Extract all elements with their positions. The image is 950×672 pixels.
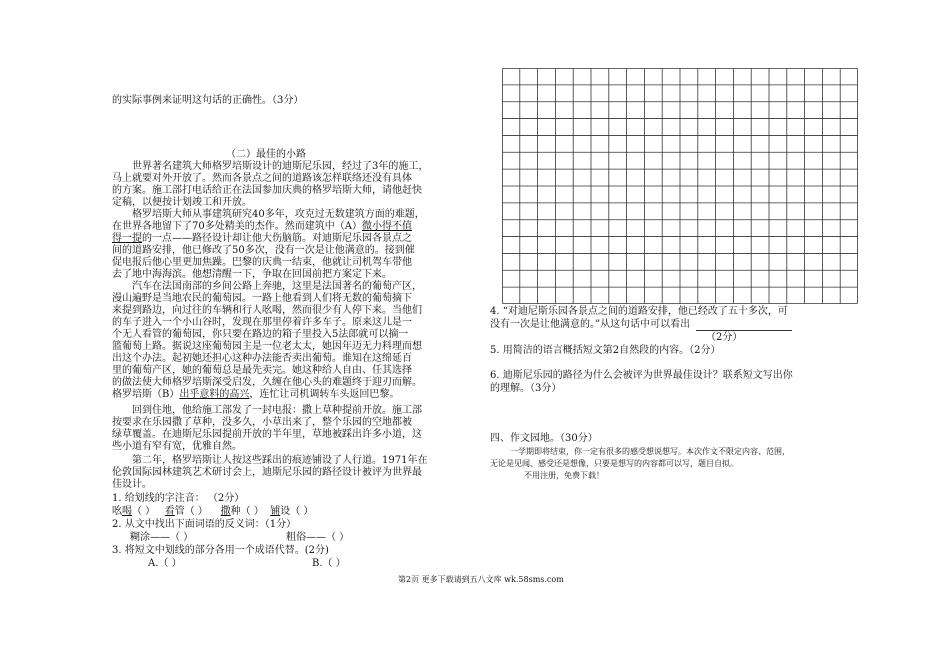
para2-line6: 去了地中海海滨。他想清醒一下，争取在回国前把方案定下来。 [112, 269, 392, 280]
q1-word2-char1: 看 [164, 506, 175, 517]
underlined-phrase-a: 微小得不值 [361, 221, 412, 232]
question-4-line2-text: 没有一次是让他满意的。”从这句话中可以看出 [490, 319, 691, 330]
q1-word4-char2: 设 [280, 506, 291, 517]
para4-line3: 绿草覆盖。在迪斯尼乐园提前开放的半年里，草地被踩出许多小道，这 [112, 429, 422, 440]
para3-line4: 的车子进入一个小山谷时，发现在那里停着许多车子。原来这儿是一 [112, 317, 412, 328]
para1-line3: 的方案。施工部打电话给正在法国参加庆典的格罗培斯大师，请他赶快 [112, 185, 422, 196]
question-2-title: 2. 从文中找出下面词语的反义词：（1分） [112, 519, 297, 530]
para3-line6: 篮葡萄上路。据说这座葡萄园主是一位老太太，她因年迈无力料理而想 [112, 341, 422, 352]
para3-line3: 来提到路边，向过往的车辆和行人吆喝，然而很少有人停下来。当他们 [112, 305, 422, 316]
writing-grid-lines [502, 68, 858, 304]
para3-line1: 汽车在法国南部的乡间公路上奔驰，这里是法国著名的葡萄产区， [132, 281, 422, 292]
q1-word1-char2: 喝 [122, 506, 132, 517]
para2-line1: 格罗培斯大师从事建筑研究40多年，攻克过无数建筑方面的难题， [132, 209, 425, 220]
para3-line7: 出这个办法。起初她还担心这种办法能否卖出葡萄。谁知在这绵延百 [112, 353, 412, 364]
q1-blank4[interactable]: （ ） [290, 506, 314, 517]
question-4-line1: 4. “对迪尼斯乐园各景点之间的道路安排，他已经改了五十多次，可 [490, 306, 788, 317]
question-6-line1: 6. 迪斯尼乐园的路径为什么会被评为世界最佳设计？联系短文写出你 [490, 370, 793, 381]
para3-line10-a: 格罗培斯（B） [112, 389, 180, 400]
para2-line3-text: 的一点——路径设计却让他大伤脑筋。对迪斯尼乐园各景点之 [142, 233, 412, 244]
para2-line2-text: 在世界各地留下了70多处精美的杰作。然而建筑中（A） [112, 221, 362, 232]
para3-line8: 里的葡萄产区，她的葡萄总是最先卖完。她这种给人自由、任其选择 [112, 365, 412, 376]
question-4-answer-blank[interactable] [696, 320, 792, 331]
para3-line10 [112, 388, 399, 401]
section-title: （二）最佳的小路 [226, 149, 306, 160]
question-4-line2 [490, 318, 792, 331]
question-4-score: （2分） [706, 332, 743, 343]
underlined-phrase-b: 出乎意料的高兴 [179, 389, 250, 400]
question-3-item-b[interactable]: B.（ ） [312, 558, 346, 569]
para2-line4: 间的道路安排，他已修改了50多次，没有一次是让他满意的。接到催 [112, 245, 415, 256]
question-3-title: 3. 将短文中划线的部分各用一个成语代替。(2分) [112, 545, 329, 556]
q1-word3-char1: 撒 [220, 506, 231, 517]
para1-line4: 定稿，以便按计划竣工和开放。 [112, 197, 252, 208]
q1-word4-char1: 铺 [270, 506, 281, 517]
para5-line2: 伦敦国际园林建筑艺术研讨会上，迪斯尼乐园的路径设计被评为世界最 [112, 467, 422, 478]
para2-line5: 促电报后他心里更加焦躁。巴黎的庆典一结束，他就让司机驾车带他 [112, 257, 412, 268]
question-1-items [112, 505, 313, 518]
q1-word2-char2: 管 [174, 506, 185, 517]
composition-line2: 无论是见闻、感受还是想像，只要是想写的内容都可以写，题目自拟。 [490, 459, 738, 468]
q1-blank3[interactable]: （ ） [240, 506, 264, 517]
underlined-phrase-a-cont: 得一提 [112, 233, 142, 244]
para3-line9: 的做法使大师格罗培斯深受启发，久缠在他心头的难题终于迎刃而解。 [112, 377, 422, 388]
q1-word3-char2: 种 [230, 506, 241, 517]
writing-grid[interactable] [502, 68, 858, 304]
q1-blank1[interactable]: （ ） [132, 506, 156, 517]
q1-word1-char1: 吆 [112, 506, 122, 517]
q1-blank2[interactable]: （ ） [184, 506, 208, 517]
intro-tail: 的实际事例来证明这句话的正确性。（3分） [112, 95, 304, 106]
question-2-item-a[interactable]: 糊涂——（ ） [130, 532, 194, 543]
question-2-item-b[interactable]: 粗俗——（ ） [286, 532, 350, 543]
para4-line4: 些小道有窄有宽，优雅自然。 [112, 441, 242, 452]
para3-line10-b: ，连忙让司机调转车头返回巴黎。 [249, 389, 400, 400]
question-5: 5. 用简洁的语言概括短文第2自然段的内容。（2分） [490, 345, 721, 356]
page-footer: 第2页 更多下载请到五八文库 wk.58sms.com [398, 575, 564, 584]
question-6-line2: 的理解。（3分） [490, 383, 562, 394]
para4-line2: 按要求在乐园撒了草种，没多久，小草出来了，整个乐园的空地都被 [112, 417, 412, 428]
question-1-title: 1. 给划线的字注音： （2分） [112, 493, 245, 504]
para5-line1: 第二年，格罗培斯让人按这些踩出的痕迹铺设了人行道。1971年在 [132, 455, 428, 466]
para5-line3: 佳设计。 [112, 479, 152, 490]
para4-line1: 回到住地，他给施工部发了一封电报：撒上草种提前开放。施工部 [132, 405, 422, 416]
composition-line1: 一学期即将结束，你一定有很多的感受想说想写。本次作文不限定内容、范围， [510, 447, 790, 456]
question-3-item-a[interactable]: A.（ ） [148, 558, 182, 569]
para1-line2: 马上就要对外开放了。然而各景点之间的道路该怎样联络还没有具体 [112, 173, 412, 184]
para3-line5: 个无人看管的葡萄园，你只要在路边的箱子里投入5法郎就可以摘一 [112, 329, 409, 340]
composition-title: 四、作文园地。（30分） [490, 433, 598, 444]
para1-line1: 世界著名建筑大师格罗培斯设计的迪斯尼乐园，经过了3年的施工， [132, 161, 429, 172]
composition-line3: 不用注册，免费下载！ [524, 471, 604, 480]
para3-line2: 漫山遍野是当地农民的葡萄园。一路上他看到人们将无数的葡萄摘下 [112, 293, 412, 304]
